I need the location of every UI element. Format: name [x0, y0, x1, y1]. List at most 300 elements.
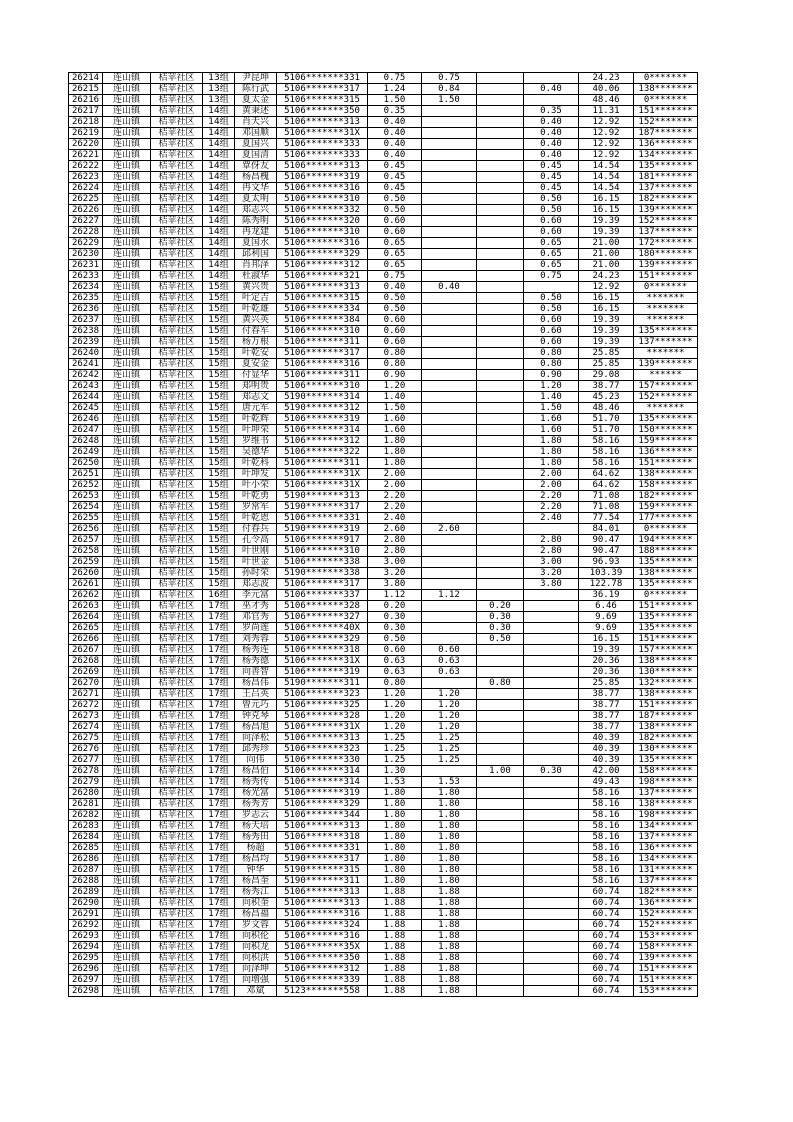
cell-phone: 198******* [634, 777, 698, 788]
cell-amount: 16.15 [579, 205, 634, 216]
cell-town: 连山镇 [103, 227, 151, 238]
cell-phone: 150******* [634, 425, 698, 436]
cell-name: 向积龙 [235, 942, 277, 953]
cell-community: 桔苹社区 [151, 161, 203, 172]
table-row [69, 766, 698, 777]
cell-area-b [477, 953, 524, 964]
cell-phone: 151******* [634, 634, 698, 645]
cell-area-c: 0.50 [524, 304, 579, 315]
cell-phone: 138******* [634, 568, 698, 579]
cell-community: 桔苹社区 [151, 414, 203, 425]
cell-town: 连山镇 [103, 678, 151, 689]
table-row [69, 568, 698, 579]
cell-row-number: 26298 [69, 986, 103, 997]
cell-town: 连山镇 [103, 480, 151, 491]
cell-group: 13组 [203, 84, 235, 95]
cell-area-a: 1.25 [422, 733, 477, 744]
cell-phone: 151******* [634, 106, 698, 117]
cell-community: 桔苹社区 [151, 238, 203, 249]
cell-area-c [524, 821, 579, 832]
cell-row-number: 26262 [69, 590, 103, 601]
cell-community: 桔苹社区 [151, 898, 203, 909]
cell-area-a [422, 447, 477, 458]
cell-area-b [477, 546, 524, 557]
cell-total-area: 0.60 [368, 337, 422, 348]
cell-name: 叶乾科 [235, 458, 277, 469]
cell-phone: 130******* [634, 667, 698, 678]
cell-area-b [477, 832, 524, 843]
cell-amount: 14.54 [579, 172, 634, 183]
cell-group: 14组 [203, 216, 235, 227]
cell-id-number: 5106*******331 [277, 73, 368, 84]
cell-area-c: 0.35 [524, 106, 579, 117]
cell-row-number: 26245 [69, 403, 103, 414]
cell-town: 连山镇 [103, 370, 151, 381]
cell-group: 17组 [203, 909, 235, 920]
cell-group: 17组 [203, 623, 235, 634]
cell-town: 连山镇 [103, 722, 151, 733]
cell-amount: 60.74 [579, 887, 634, 898]
cell-area-a: 1.88 [422, 953, 477, 964]
cell-town: 连山镇 [103, 942, 151, 953]
cell-group: 14组 [203, 150, 235, 161]
cell-total-area: 2.00 [368, 480, 422, 491]
cell-amount: 25.85 [579, 359, 634, 370]
cell-town: 连山镇 [103, 73, 151, 84]
cell-area-b: 0.80 [477, 678, 524, 689]
cell-group: 15组 [203, 480, 235, 491]
cell-area-b [477, 502, 524, 513]
cell-area-b [477, 447, 524, 458]
cell-id-number: 5106*******329 [277, 634, 368, 645]
cell-amount: 51.70 [579, 425, 634, 436]
cell-area-c [524, 689, 579, 700]
cell-community: 桔苹社区 [151, 931, 203, 942]
cell-community: 桔苹社区 [151, 491, 203, 502]
cell-row-number: 26230 [69, 249, 103, 260]
cell-area-a: 1.80 [422, 810, 477, 821]
cell-area-b [477, 260, 524, 271]
cell-town: 连山镇 [103, 964, 151, 975]
cell-area-b [477, 458, 524, 469]
cell-town: 连山镇 [103, 931, 151, 942]
cell-town: 连山镇 [103, 568, 151, 579]
cell-row-number: 26270 [69, 678, 103, 689]
cell-area-c [524, 755, 579, 766]
cell-amount: 64.62 [579, 480, 634, 491]
cell-area-b [477, 821, 524, 832]
cell-total-area: 0.40 [368, 117, 422, 128]
cell-id-number: 5106*******337 [277, 590, 368, 601]
cell-area-a [422, 337, 477, 348]
cell-id-number: 5106*******313 [277, 821, 368, 832]
cell-id-number: 5106*******310 [277, 326, 368, 337]
cell-group: 15组 [203, 458, 235, 469]
cell-amount: 16.15 [579, 634, 634, 645]
cell-town: 连山镇 [103, 953, 151, 964]
cell-community: 桔苹社区 [151, 139, 203, 150]
cell-area-a: 1.88 [422, 909, 477, 920]
cell-amount: 58.16 [579, 436, 634, 447]
cell-name: 邓斌 [235, 986, 277, 997]
cell-row-number: 26225 [69, 194, 103, 205]
cell-area-a [422, 370, 477, 381]
cell-amount: 25.85 [579, 348, 634, 359]
cell-row-number: 26214 [69, 73, 103, 84]
cell-total-area: 1.20 [368, 700, 422, 711]
cell-name: 叶乾勇 [235, 491, 277, 502]
cell-amount: 29.08 [579, 370, 634, 381]
cell-community: 桔苹社区 [151, 392, 203, 403]
cell-town: 连山镇 [103, 755, 151, 766]
cell-area-c [524, 810, 579, 821]
cell-id-number: 5106*******310 [277, 194, 368, 205]
cell-area-b [477, 392, 524, 403]
cell-id-number: 5106*******323 [277, 744, 368, 755]
cell-community: 桔苹社区 [151, 183, 203, 194]
cell-row-number: 26294 [69, 942, 103, 953]
cell-group: 15组 [203, 513, 235, 524]
cell-town: 连山镇 [103, 865, 151, 876]
cell-town: 连山镇 [103, 557, 151, 568]
cell-town: 连山镇 [103, 293, 151, 304]
cell-row-number: 26288 [69, 876, 103, 887]
cell-town: 连山镇 [103, 128, 151, 139]
cell-id-number: 5106*******311 [277, 370, 368, 381]
cell-town: 连山镇 [103, 887, 151, 898]
cell-total-area: 1.53 [368, 777, 422, 788]
cell-name: 叶坤发 [235, 469, 277, 480]
cell-name: 杨秀德 [235, 656, 277, 667]
cell-total-area: 1.80 [368, 810, 422, 821]
cell-area-a [422, 513, 477, 524]
cell-name: 杨光富 [235, 788, 277, 799]
cell-row-number: 26275 [69, 733, 103, 744]
cell-area-c: 2.80 [524, 535, 579, 546]
cell-town: 连山镇 [103, 524, 151, 535]
cell-group: 14组 [203, 238, 235, 249]
cell-town: 连山镇 [103, 898, 151, 909]
cell-total-area: 0.40 [368, 128, 422, 139]
cell-total-area: 1.20 [368, 711, 422, 722]
table-row [69, 359, 698, 370]
cell-community: 桔苹社区 [151, 920, 203, 931]
cell-phone: 137******* [634, 227, 698, 238]
cell-phone: 172******* [634, 238, 698, 249]
cell-area-c: 1.80 [524, 458, 579, 469]
cell-area-a: 1.20 [422, 711, 477, 722]
cell-amount: 60.74 [579, 986, 634, 997]
cell-phone: 131******* [634, 865, 698, 876]
cell-area-c: 0.90 [524, 370, 579, 381]
cell-amount: 84.01 [579, 524, 634, 535]
cell-area-b [477, 359, 524, 370]
cell-id-number: 5106*******317 [277, 84, 368, 95]
cell-community: 桔苹社区 [151, 205, 203, 216]
cell-phone: 187******* [634, 711, 698, 722]
cell-name: 邓官秀 [235, 612, 277, 623]
table-row [69, 348, 698, 359]
table-row [69, 612, 698, 623]
cell-total-area: 0.65 [368, 260, 422, 271]
cell-area-a: 1.20 [422, 700, 477, 711]
cell-name: 罗文蓉 [235, 920, 277, 931]
cell-area-b [477, 117, 524, 128]
cell-id-number: 5106*******315 [277, 293, 368, 304]
cell-area-b [477, 326, 524, 337]
cell-total-area: 1.88 [368, 942, 422, 953]
cell-group: 14组 [203, 139, 235, 150]
cell-total-area: 2.20 [368, 502, 422, 513]
cell-row-number: 26218 [69, 117, 103, 128]
cell-area-c: 0.60 [524, 216, 579, 227]
cell-id-number: 5190*******317 [277, 854, 368, 865]
cell-area-a [422, 348, 477, 359]
cell-group: 13组 [203, 95, 235, 106]
table-row [69, 84, 698, 95]
cell-phone: ******* [634, 315, 698, 326]
cell-town: 连山镇 [103, 392, 151, 403]
cell-town: 连山镇 [103, 920, 151, 931]
cell-name: 向增强 [235, 975, 277, 986]
cell-total-area: 1.25 [368, 733, 422, 744]
table-row [69, 150, 698, 161]
cell-community: 桔苹社区 [151, 227, 203, 238]
cell-total-area: 0.50 [368, 205, 422, 216]
cell-area-b [477, 172, 524, 183]
cell-area-c [524, 667, 579, 678]
table-row [69, 337, 698, 348]
cell-total-area: 1.20 [368, 689, 422, 700]
cell-area-c [524, 975, 579, 986]
cell-amount: 58.16 [579, 458, 634, 469]
cell-town: 连山镇 [103, 810, 151, 821]
cell-phone: 182******* [634, 194, 698, 205]
cell-amount: 19.39 [579, 645, 634, 656]
cell-group: 15组 [203, 348, 235, 359]
cell-area-a [422, 436, 477, 447]
cell-amount: 12.92 [579, 282, 634, 293]
cell-community: 桔苹社区 [151, 678, 203, 689]
cell-town: 连山镇 [103, 282, 151, 293]
table-row [69, 128, 698, 139]
cell-name: 杨昌奎 [235, 876, 277, 887]
cell-total-area: 0.35 [368, 106, 422, 117]
table-row [69, 623, 698, 634]
cell-area-a [422, 183, 477, 194]
cell-area-a: 0.63 [422, 656, 477, 667]
cell-total-area: 2.80 [368, 535, 422, 546]
cell-area-b [477, 469, 524, 480]
table-row [69, 205, 698, 216]
cell-amount: 16.15 [579, 304, 634, 315]
cell-community: 桔苹社区 [151, 799, 203, 810]
cell-name: 杨秀田 [235, 832, 277, 843]
cell-area-a: 1.80 [422, 821, 477, 832]
cell-area-b [477, 854, 524, 865]
table-row [69, 194, 698, 205]
cell-total-area: 1.25 [368, 744, 422, 755]
cell-area-c: 0.40 [524, 139, 579, 150]
table-row [69, 458, 698, 469]
table-row [69, 931, 698, 942]
cell-town: 连山镇 [103, 601, 151, 612]
cell-group: 14组 [203, 161, 235, 172]
table-row [69, 810, 698, 821]
cell-group: 15组 [203, 502, 235, 513]
cell-town: 连山镇 [103, 546, 151, 557]
cell-area-b [477, 656, 524, 667]
cell-area-c: 0.75 [524, 271, 579, 282]
cell-area-a [422, 172, 477, 183]
cell-community: 桔苹社区 [151, 942, 203, 953]
cell-area-c [524, 733, 579, 744]
cell-amount: 60.74 [579, 898, 634, 909]
cell-id-number: 5106*******316 [277, 359, 368, 370]
cell-phone: 182******* [634, 887, 698, 898]
cell-row-number: 26269 [69, 667, 103, 678]
cell-area-a: 2.60 [422, 524, 477, 535]
cell-name: 夏安金 [235, 359, 277, 370]
cell-community: 桔苹社区 [151, 117, 203, 128]
cell-row-number: 26289 [69, 887, 103, 898]
cell-area-a: 1.80 [422, 876, 477, 887]
cell-row-number: 26287 [69, 865, 103, 876]
cell-name: 肖邦泽 [235, 260, 277, 271]
cell-town: 连山镇 [103, 139, 151, 150]
cell-id-number: 5106*******333 [277, 150, 368, 161]
cell-group: 15组 [203, 337, 235, 348]
cell-row-number: 26238 [69, 326, 103, 337]
cell-area-a [422, 502, 477, 513]
cell-id-number: 5190*******319 [277, 524, 368, 535]
cell-name: 叶小荣 [235, 480, 277, 491]
cell-id-number: 5106*******321 [277, 271, 368, 282]
cell-row-number: 26295 [69, 953, 103, 964]
cell-area-a: 1.88 [422, 986, 477, 997]
cell-name: 向善智 [235, 667, 277, 678]
cell-name: 郑志兴 [235, 205, 277, 216]
cell-area-c: 0.40 [524, 117, 579, 128]
cell-id-number: 5106*******316 [277, 909, 368, 920]
cell-id-number: 5106*******35X [277, 942, 368, 953]
cell-area-b [477, 370, 524, 381]
cell-town: 连山镇 [103, 513, 151, 524]
cell-town: 连山镇 [103, 711, 151, 722]
cell-area-c [524, 700, 579, 711]
cell-name: 郑志波 [235, 579, 277, 590]
cell-row-number: 26280 [69, 788, 103, 799]
cell-row-number: 26219 [69, 128, 103, 139]
cell-community: 桔苹社区 [151, 590, 203, 601]
cell-row-number: 26297 [69, 975, 103, 986]
cell-row-number: 26226 [69, 205, 103, 216]
cell-area-a [422, 480, 477, 491]
cell-area-b [477, 414, 524, 425]
cell-community: 桔苹社区 [151, 986, 203, 997]
cell-area-b [477, 590, 524, 601]
cell-area-c: 2.20 [524, 502, 579, 513]
cell-id-number: 5106*******311 [277, 458, 368, 469]
cell-name: 夏太金 [235, 95, 277, 106]
cell-community: 桔苹社区 [151, 293, 203, 304]
cell-community: 桔苹社区 [151, 689, 203, 700]
cell-area-a [422, 128, 477, 139]
cell-area-c [524, 623, 579, 634]
cell-name: 陈行武 [235, 84, 277, 95]
table-row [69, 799, 698, 810]
cell-phone: 136******* [634, 898, 698, 909]
table-row [69, 117, 698, 128]
cell-name: 郑明贵 [235, 381, 277, 392]
cell-area-a: 1.88 [422, 931, 477, 942]
cell-total-area: 0.40 [368, 150, 422, 161]
table-row [69, 326, 698, 337]
cell-amount: 21.00 [579, 260, 634, 271]
cell-area-c: 0.65 [524, 238, 579, 249]
cell-phone: 157******* [634, 645, 698, 656]
cell-total-area: 0.60 [368, 227, 422, 238]
cell-area-a [422, 601, 477, 612]
cell-area-a: 0.40 [422, 282, 477, 293]
cell-area-c: 1.80 [524, 447, 579, 458]
cell-id-number: 5106*******316 [277, 238, 368, 249]
cell-phone: 137******* [634, 876, 698, 887]
cell-id-number: 5106*******319 [277, 172, 368, 183]
cell-area-a [422, 557, 477, 568]
cell-group: 14组 [203, 271, 235, 282]
cell-id-number: 5106*******319 [277, 788, 368, 799]
cell-name: 唐元军 [235, 403, 277, 414]
cell-phone: 137******* [634, 183, 698, 194]
cell-id-number: 5106*******317 [277, 348, 368, 359]
cell-community: 桔苹社区 [151, 546, 203, 557]
cell-amount: 20.36 [579, 667, 634, 678]
cell-area-b [477, 722, 524, 733]
cell-area-b [477, 865, 524, 876]
table-row [69, 370, 698, 381]
cell-row-number: 26239 [69, 337, 103, 348]
cell-area-a [422, 381, 477, 392]
cell-row-number: 26281 [69, 799, 103, 810]
cell-amount: 12.92 [579, 117, 634, 128]
cell-area-b [477, 216, 524, 227]
cell-area-c [524, 590, 579, 601]
cell-phone: 152******* [634, 117, 698, 128]
cell-area-c: 3.80 [524, 579, 579, 590]
cell-area-c [524, 73, 579, 84]
cell-total-area: 0.50 [368, 194, 422, 205]
cell-amount: 48.46 [579, 95, 634, 106]
cell-amount: 12.92 [579, 150, 634, 161]
cell-town: 连山镇 [103, 535, 151, 546]
cell-phone: ******* [634, 293, 698, 304]
cell-name: 陈秀明 [235, 216, 277, 227]
cell-phone: 134******* [634, 821, 698, 832]
cell-amount: 58.16 [579, 447, 634, 458]
cell-name: 罗志云 [235, 810, 277, 821]
cell-area-a [422, 249, 477, 260]
cell-amount: 19.39 [579, 315, 634, 326]
cell-total-area: 1.80 [368, 876, 422, 887]
cell-town: 连山镇 [103, 238, 151, 249]
cell-phone: 138******* [634, 656, 698, 667]
cell-amount: 58.16 [579, 843, 634, 854]
table-row [69, 414, 698, 425]
cell-area-c: 1.20 [524, 381, 579, 392]
cell-community: 桔苹社区 [151, 458, 203, 469]
cell-amount: 71.08 [579, 491, 634, 502]
